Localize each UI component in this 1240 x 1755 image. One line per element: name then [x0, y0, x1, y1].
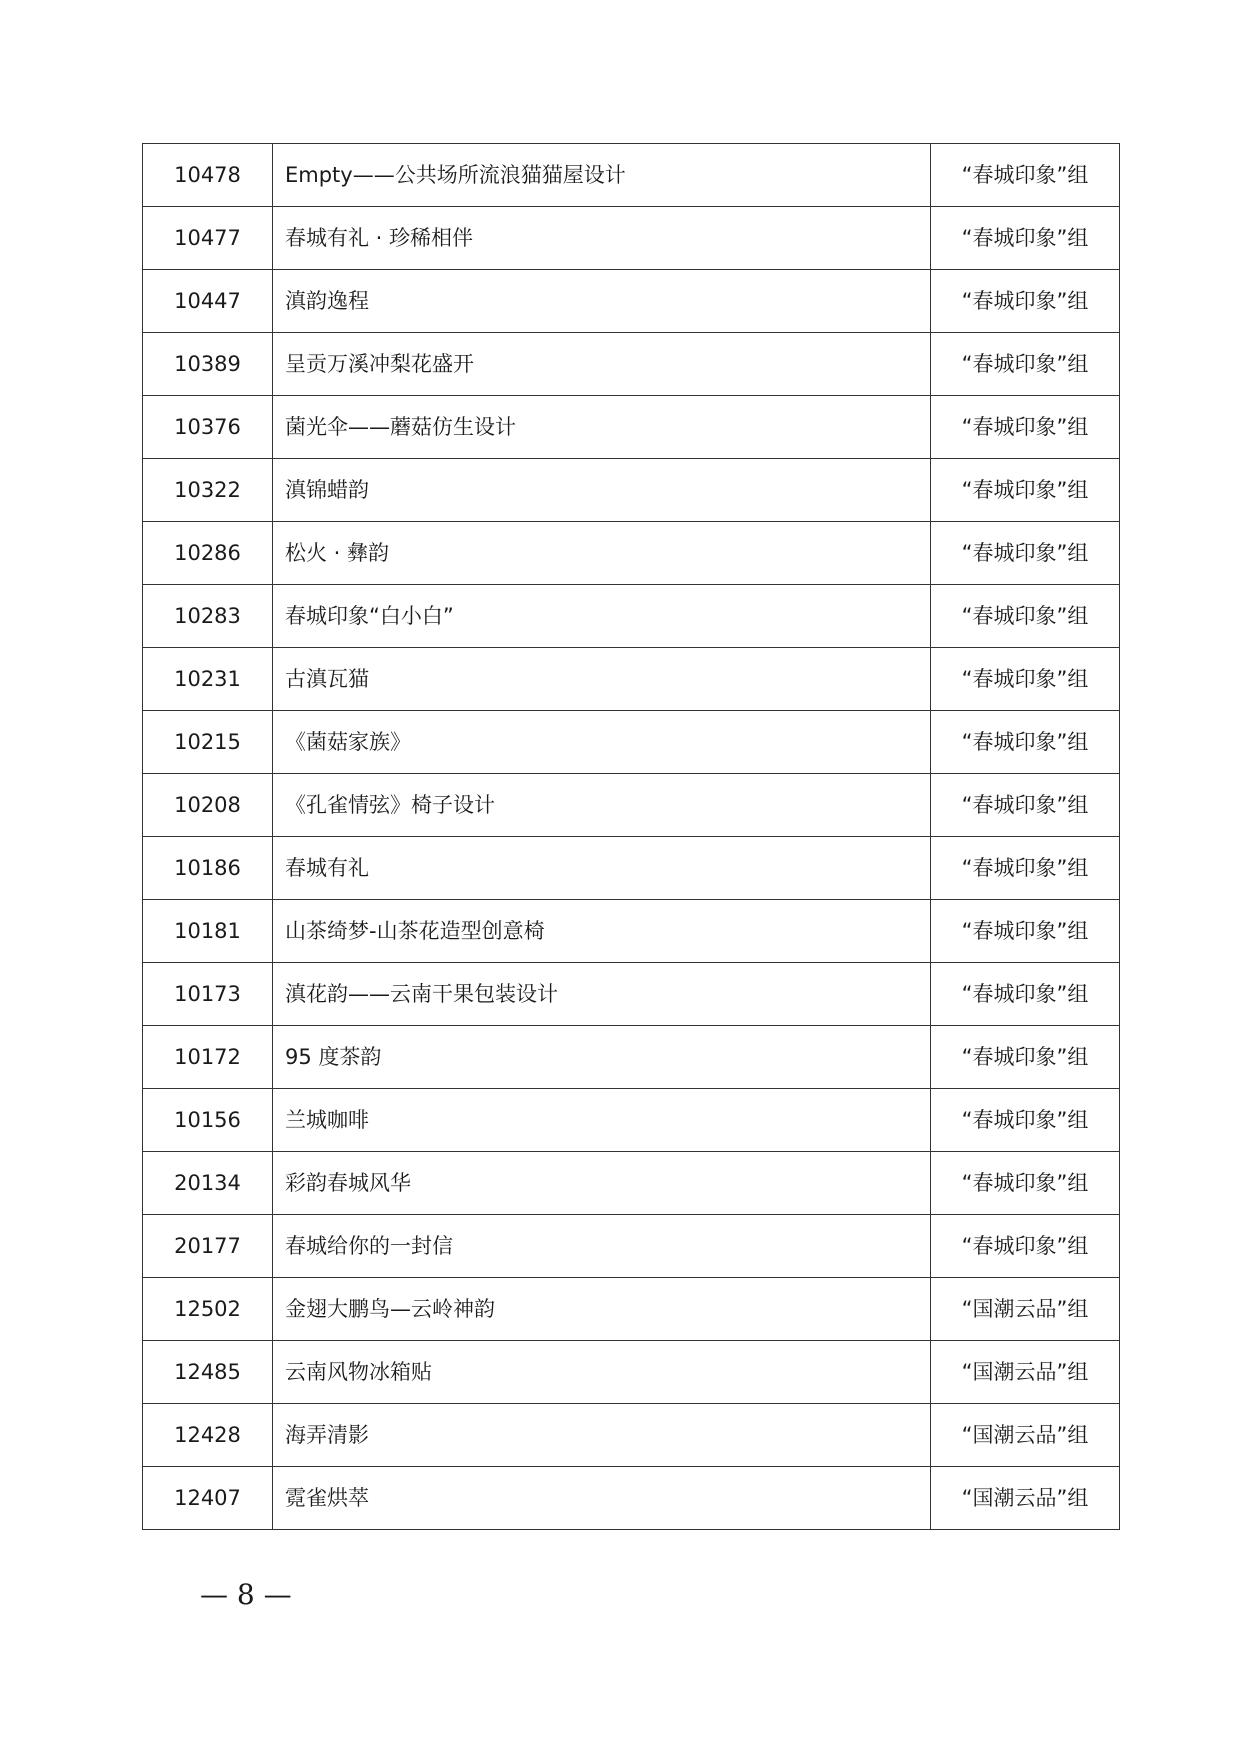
entry-group-cell: “春城印象”组 — [931, 648, 1120, 711]
entry-group-cell: “国潮云品”组 — [931, 1404, 1120, 1467]
entry-group-cell: “春城印象”组 — [931, 270, 1120, 333]
entry-group-cell: “春城印象”组 — [931, 774, 1120, 837]
entry-id-cell: 12502 — [143, 1278, 273, 1341]
entry-id-cell: 10477 — [143, 207, 273, 270]
table-row — [143, 144, 1120, 207]
table-row — [143, 1404, 1120, 1467]
entry-id-cell: 12485 — [143, 1341, 273, 1404]
entry-id-cell: 10478 — [143, 144, 273, 207]
entry-name-cell: 海弄清影 — [273, 1404, 931, 1467]
entry-id-cell: 10447 — [143, 270, 273, 333]
table-row — [143, 396, 1120, 459]
entry-name-cell: 呈贡万溪冲梨花盛开 — [273, 333, 931, 396]
table-row — [143, 711, 1120, 774]
entry-group-cell: “春城印象”组 — [931, 711, 1120, 774]
entry-group-cell: “春城印象”组 — [931, 1152, 1120, 1215]
entry-id-cell: 10322 — [143, 459, 273, 522]
table-row — [143, 648, 1120, 711]
table-row — [143, 1215, 1120, 1278]
entry-name-cell: 菌光伞——蘑菇仿生设计 — [273, 396, 931, 459]
results-table — [142, 143, 1120, 1530]
entry-name-cell: 霓雀烘萃 — [273, 1467, 931, 1530]
entry-name-cell: 春城印象“白小白” — [273, 585, 931, 648]
entry-group-cell: “春城印象”组 — [931, 1215, 1120, 1278]
table-row — [143, 1152, 1120, 1215]
entry-name-cell: 滇花韵——云南干果包装设计 — [273, 963, 931, 1026]
entry-id-cell: 10215 — [143, 711, 273, 774]
entry-group-cell: “春城印象”组 — [931, 333, 1120, 396]
entry-group-cell: “春城印象”组 — [931, 459, 1120, 522]
entry-name-cell: 松火 · 彝韵 — [273, 522, 931, 585]
table-row — [143, 270, 1120, 333]
entry-name-cell: 春城给你的一封信 — [273, 1215, 931, 1278]
entry-id-cell: 10173 — [143, 963, 273, 1026]
entry-name-cell: 兰城咖啡 — [273, 1089, 931, 1152]
entry-id-cell: 10376 — [143, 396, 273, 459]
entry-id-cell: 20177 — [143, 1215, 273, 1278]
entry-id-cell: 10208 — [143, 774, 273, 837]
entry-id-cell: 12407 — [143, 1467, 273, 1530]
table-row — [143, 585, 1120, 648]
entry-group-cell: “春城印象”组 — [931, 837, 1120, 900]
table-row — [143, 1278, 1120, 1341]
table-row — [143, 1467, 1120, 1530]
entry-name-cell: 金翅大鹏鸟—云岭神韵 — [273, 1278, 931, 1341]
table-row — [143, 837, 1120, 900]
entry-name-cell: 山茶绮梦-山茶花造型创意椅 — [273, 900, 931, 963]
entry-group-cell: “国潮云品”组 — [931, 1341, 1120, 1404]
entry-name-cell: 云南风物冰箱贴 — [273, 1341, 931, 1404]
table-row — [143, 522, 1120, 585]
entry-group-cell: “春城印象”组 — [931, 585, 1120, 648]
entry-group-cell: “春城印象”组 — [931, 522, 1120, 585]
entry-id-cell: 10172 — [143, 1026, 273, 1089]
entry-group-cell: “国潮云品”组 — [931, 1278, 1120, 1341]
table-row — [143, 207, 1120, 270]
entry-group-cell: “春城印象”组 — [931, 963, 1120, 1026]
entry-group-cell: “春城印象”组 — [931, 144, 1120, 207]
table-row — [143, 1026, 1120, 1089]
table-row — [143, 900, 1120, 963]
entry-group-cell: “春城印象”组 — [931, 1026, 1120, 1089]
page-number: — 8 — — [200, 1578, 292, 1611]
entry-name-cell: 《孔雀情弦》椅子设计 — [273, 774, 931, 837]
entry-id-cell: 10231 — [143, 648, 273, 711]
entry-name-cell: 滇韵逸程 — [273, 270, 931, 333]
table-row — [143, 774, 1120, 837]
table-row — [143, 963, 1120, 1026]
entry-name-cell: 春城有礼 — [273, 837, 931, 900]
table-row — [143, 333, 1120, 396]
entry-id-cell: 20134 — [143, 1152, 273, 1215]
table-row — [143, 459, 1120, 522]
entry-name-cell: 古滇瓦猫 — [273, 648, 931, 711]
entry-group-cell: “春城印象”组 — [931, 207, 1120, 270]
table-row — [143, 1341, 1120, 1404]
entry-name-cell: 《菌菇家族》 — [273, 711, 931, 774]
entry-id-cell: 10181 — [143, 900, 273, 963]
entry-name-cell: 春城有礼 · 珍稀相伴 — [273, 207, 931, 270]
entry-id-cell: 10186 — [143, 837, 273, 900]
entry-group-cell: “国潮云品”组 — [931, 1467, 1120, 1530]
entry-name-cell: 95 度茶韵 — [273, 1026, 931, 1089]
entry-group-cell: “春城印象”组 — [931, 900, 1120, 963]
entry-name-cell: 滇锦蜡韵 — [273, 459, 931, 522]
entry-id-cell: 10283 — [143, 585, 273, 648]
entry-id-cell: 10156 — [143, 1089, 273, 1152]
entry-group-cell: “春城印象”组 — [931, 396, 1120, 459]
entry-name-cell: 彩韵春城风华 — [273, 1152, 931, 1215]
entry-name-cell: Empty——公共场所流浪猫猫屋设计 — [273, 144, 931, 207]
table-row — [143, 1089, 1120, 1152]
entry-id-cell: 10389 — [143, 333, 273, 396]
entry-group-cell: “春城印象”组 — [931, 1089, 1120, 1152]
table-body — [143, 144, 1120, 1530]
entry-id-cell: 10286 — [143, 522, 273, 585]
entry-id-cell: 12428 — [143, 1404, 273, 1467]
